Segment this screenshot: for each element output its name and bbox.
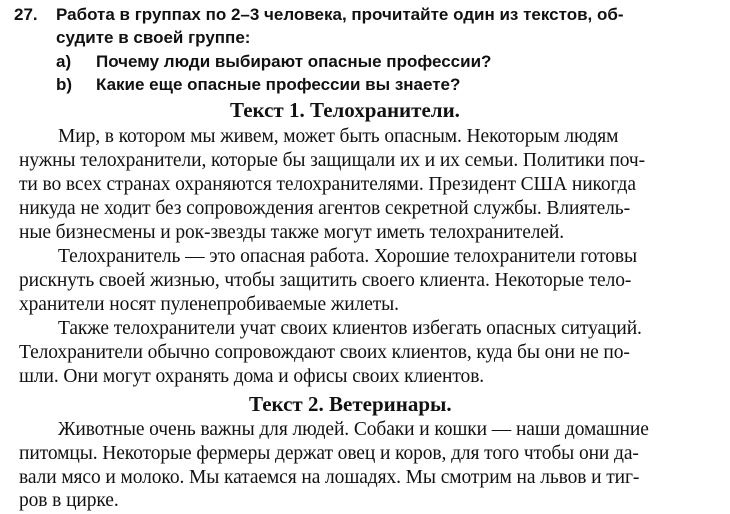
text1-line: шли. Они могут охранять дома и офисы своих клиентов. — [19, 366, 485, 387]
text2-line: ров в цирке. — [19, 490, 119, 511]
text2-line: питомцы. Некоторые фермеры держат овец и коров, для того чтобы они да- — [19, 443, 639, 464]
question-b-text: Какие еще опасные профессии вы знаете? — [96, 75, 461, 94]
text1-line: Мир, в котором мы живем, может быть опасным. Некоторым людям — [58, 126, 619, 147]
text1-title: Текст 1. Телохранители. — [230, 98, 460, 122]
question-b-marker: b) — [56, 75, 73, 94]
text1-line: никуда не ходит без сопровождения агентов секретной службы. Влиятель- — [19, 198, 630, 219]
text1-line: Телохранитель — это опасная работа. Хорошие телохранители готовы — [58, 246, 638, 267]
text2-line: вали мясо и молоко. Мы катаемся на лошадях. Мы смотрим на львов и тиг- — [19, 467, 640, 488]
text2-title: Текст 2. Ветеринары. — [249, 392, 452, 416]
text1-line: рискнуть своей жизнью, чтобы защитить своего клиента. Некоторые тело- — [19, 270, 632, 291]
task-number: 27. — [14, 5, 38, 24]
text1-line: Также телохранители учат своих клиентов избегать опасных ситуаций. — [58, 318, 642, 339]
text1-line: ти во всех странах охраняются телохранителями. Президент США никогда — [19, 174, 636, 195]
text1-line: ные бизнесмены и рок-звезды также могут иметь телохранителей. — [19, 222, 565, 243]
task-instruction-line-2: судите в своей группе: — [56, 28, 251, 47]
question-a-text: Почему люди выбирают опасные профессии? — [96, 52, 492, 71]
text1-line: нужны телохранители, которые бы защищали их и их семьи. Политики поч- — [19, 150, 646, 171]
task-instruction-line-1: Работа в группах по 2–3 человека, прочитайте один из текстов, об- — [56, 5, 624, 24]
text2-line: Животные очень важны для людей. Собаки и кошки — наши домашние — [58, 419, 649, 440]
question-a-marker: a) — [56, 52, 72, 71]
text1-line: Телохранители обычно сопровождают своих клиентов, куда бы они не по- — [19, 342, 630, 363]
text1-line: хранители носят пуленепробиваемые жилеты. — [19, 294, 399, 315]
